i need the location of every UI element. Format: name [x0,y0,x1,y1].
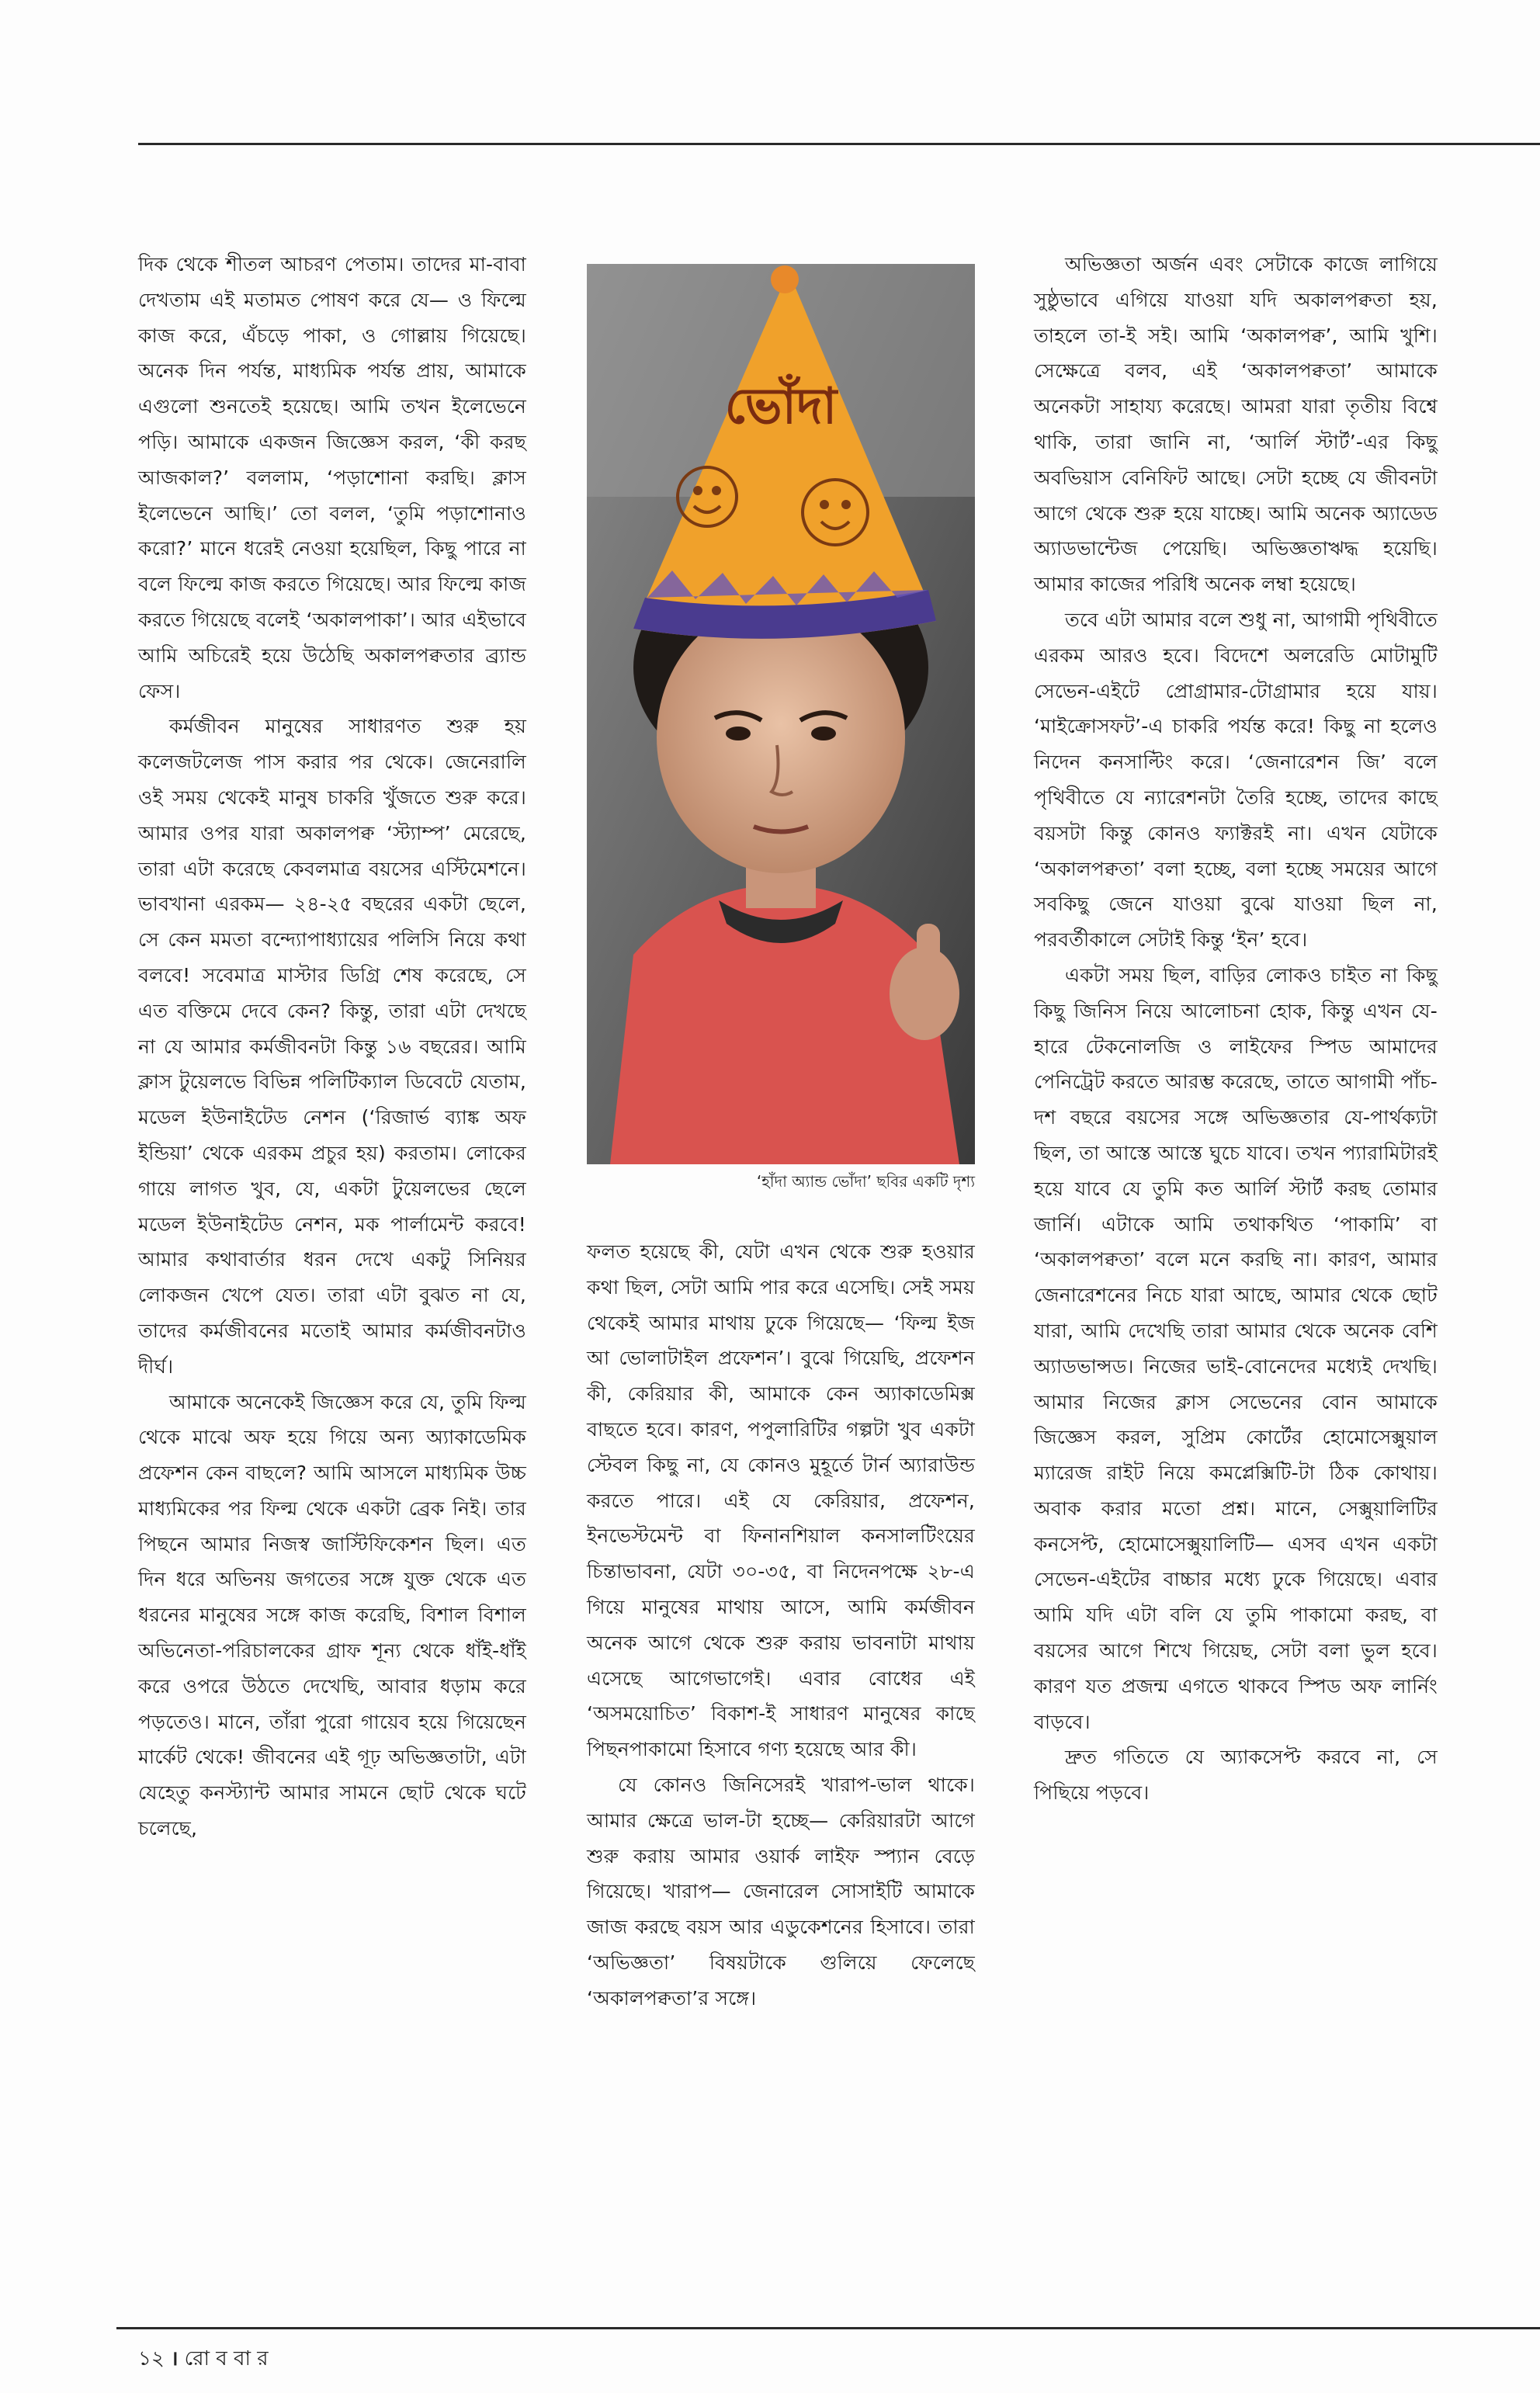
article-column-2 [587,1234,975,2017]
top-rule [138,143,1540,145]
paragraph: দিক থেকে শীতল আচরণ পেতাম। তাদের মা-বাবা দেখতাম এই মতামত পোষণ করে যে— ও ফিল্মে কাজ করে, এঁচড়ে পাকা, ও গোল্লায় গিয়েছে। অনেক দিন পর্যন্ত, মাধ্যমিক পর্যন্ত প্রায়, আমাকে এগুলো শুনতেই হয়েছে। আমি তখন ইলেভেনে পড়ি। আমাকে একজন জিজ্ঞেস করল, ‘কী করছ আজকাল?’ বললাম, ‘পড়াশোনা করছি। ক্লাস ইলেভেনে আছি।’ তো বলল, ‘তুমি পড়াশোনাও করো?’ মানে ধরেই নেওয়া হয়েছিল, কিছু পারে না বলে ফিল্মে কাজ করতে গিয়েছে। আর ফিল্মে কাজ করতে গিয়েছে বলেই ‘অকালপাকা’। আর এইভাবে আমি অচিরেই হয়ে উঠেছি অকালপক্বতার ব্র্যান্ড ফেস। [138,253,526,702]
paragraph: তবে এটা আমার বলে শুধু না, আগামী পৃথিবীতে এরকম আরও হবে। বিদেশে অলরেডি মোটামুটি সেভেন-এইটে প্রোগ্রামার-টোগ্রামার হয়ে যায়। ‘মাইক্রোসফট’-এ চাকরি পর্যন্ত করে! কিছু না হলেও নিদেন কনসাল্টিং করে। ‘জেনারেশন জি’ বলে পৃথিবীতে যে ন্যারেশনটা তৈরি হচ্ছে, তাদের কাছে বয়সটা কিন্তু কোনও ফ্যাক্টরই না। এখন যেটাকে ‘অকালপক্বতা’ বলা হচ্ছে, বলা হচ্ছে সময়ের আগে সবকিছু জেনে যাওয়া বুঝে যাওয়া ছিল না, পরবর্তীকালে সেটাই কিন্তু ‘ইন’ হবে। [1034,608,1438,952]
page-number: ১২ [138,2347,165,2370]
page-folio [138,2343,269,2377]
paragraph: ফলত হয়েছে কী, যেটা এখন থেকে শুরু হওয়ার কথা ছিল, সেটা আমি পার করে এসেছি। সেই সময় থেকেই আমার মাথায় ঢুকে গিয়েছে— ‘ফিল্ম ইজ আ ভোলাটাইল প্রফেশন’। বুঝে গিয়েছি, প্রফেশন কী, কেরিয়ার কী, আমাকে কেন অ্যাকাডেমিক্স বাছতে হবে। কারণ, পপুলারিটির গল্পটা খুব একটা স্টেবল কিছু না, যে কোনও মুহূর্তে টার্ন অ্যারাউন্ড করতে পারে। এই যে কেরিয়ার, প্রফেশন, ইনভেস্টমেন্ট বা ফিনানশিয়াল কনসালটিংয়ের চিন্তাভাবনা, যেটা ৩০-৩৫, বা নিদেনপক্ষে ২৮-এ গিয়ে মানুষের মাথায় আসে, আমি কর্মজীবন অনেক আগে থেকে শুরু করায় ভাবনাটা মাথায় এসেছে আগেভাগেই। এবার বোধের এই ‘অসময়োচিত’ বিকাশ-ই সাধারণ মানুষের কাছে পিছনপাকামো হিসাবে গণ্য হয়েছে আর কী। [587,1240,975,1761]
paragraph: আমাকে অনেকেই জিজ্ঞেস করে যে, তুমি ফিল্ম থেকে মাঝে অফ হয়ে গিয়ে অন্য অ্যাকাডেমিক প্রফেশন কেন বাছলে? আমি আসলে মাধ্যমিক উচ্চ মাধ্যমিকের পর ফিল্ম থেকে একটা ব্রেক নিই। তার পিছনে আমার নিজস্ব জাস্টিফিকেশন ছিল। এত দিন ধরে অভিনয় জগতের সঙ্গে যুক্ত থেকে এত ধরনের মানুষের সঙ্গে কাজ করেছি, বিশাল বিশাল অভিনেতা-পরিচালকের গ্রাফ শূন্য থেকে ধাঁই-ধাঁই করে ওপরে উঠতে দেখেছি, আবার ধড়াম করে পড়তেও। মানে, তাঁরা পুরো গায়েব হয়ে গিয়েছেন মার্কেট থেকে! জীবনের এই গূঢ় অভিজ্ঞতাটা, এটা যেহেতু কনস্ট্যান্ট আমার সামনে ছোট থেকে ঘটে চলেছে, [138,1390,526,1840]
magazine-name: রো ব বা র [184,2347,269,2370]
article-photo [587,264,975,1164]
photo-caption: ‘হাঁদা অ্যান্ড ভোঁদা’ ছবির একটি দৃশ্য [756,1172,975,1191]
boy-in-party-hat-illustration [587,264,975,1164]
paragraph: যে কোনও জিনিসেরই খারাপ-ভাল থাকে। আমার ক্ষেত্রে ভাল-টা হচ্ছে— কেরিয়ারটা আগে শুরু করায় আমার ওয়ার্ক লাইফ স্প্যান বেড়ে গিয়েছে। খারাপ— জেনারেল সোসাইটি আমাকে জাজ করছে বয়স আর এডুকেশনের হিসাবে। তারা ‘অভিজ্ঞতা’ বিষয়টাকে গুলিয়ে ফেলেছে ‘অকালপক্বতা’র সঙ্গে। [587,1773,975,2010]
hat-label: ভোঁদা [724,378,838,435]
bottom-rule [116,2327,1540,2329]
paragraph: অভিজ্ঞতা অর্জন এবং সেটাকে কাজে লাগিয়ে সুষ্ঠুভাবে এগিয়ে যাওয়া যদি অকালপক্বতা হয়, তাহলে তা-ই সই। আমি ‘অকালপক্ব’, আমি খুশি। সেক্ষেত্রে বলব, এই ‘অকালপক্বতা’ আমাকে অনেকটা সাহায্য করেছে। আমরা যারা তৃতীয় বিশ্বে থাকি, তারা জানি না, ‘আর্লি স্টার্ট’-এর কিছু অবভিয়াস বেনিফিট আছে। সেটা হচ্ছে যে জীবনটা আগে থেকে শুরু হয়ে যাচ্ছে। আমি অনেক অ্যাডেড অ্যাডভান্টেজ পেয়েছি। অভিজ্ঞতাঋদ্ধ হয়েছি। আমার কাজের পরিধি অনেক লম্বা হয়েছে। [1034,253,1438,596]
paragraph: একটা সময় ছিল, বাড়ির লোকও চাইত না কিছু কিছু জিনিস নিয়ে আলোচনা হোক, কিন্তু এখন যে-হারে টেকনোলজি ও লাইফের স্পিড আমাদের পেনিট্রেট করতে আরম্ভ করেছে, তাতে আগামী পাঁচ-দশ বছরে বয়সের সঙ্গে অভিজ্ঞতার যে-পার্থক্যটা ছিল, তা আস্তে আস্তে ঘুচে যাবে। তখন প্যারামিটারই হয়ে যাবে যে তুমি কত আর্লি স্টার্ট করছ তোমার জার্নি। এটাকে আমি তথাকথিত ‘পাকামি’ বা ‘অকালপক্বতা’ বলে মনে করছি না। কারণ, আমার জেনারেশনের নিচে যারা আছে, আমার থেকে ছোট যারা, আমি দেখেছি তারা আমার থেকে অনেক বেশি অ্যাডভান্সড। নিজের ভাই-বোনেদের মধ্যেই দেখছি। আমার নিজের ক্লাস সেভেনের বোন আমাকে জিজ্ঞেস করল, সুপ্রিম কোর্টের হোমোসেক্সুয়াল ম্যারেজ রাইট নিয়ে কমপ্লেক্সিটি-টা ঠিক কোথায়। অবাক করার মতো প্রশ্ন। মানে, সেক্সুয়ালিটির কনসেপ্ট, হোমোসেক্সুয়ালিটি— এসব এখন একটা সেভেন-এইটের বাচ্চার মধ্যে ঢুকে গিয়েছে। এবার আমি যদি এটা বলি যে তুমি পাকামো করছ, বা বয়সের আগে শিখে গিয়েছ, সেটা বলা ভুল হবে। কারণ যত প্রজন্ম এগতে থাকবে স্পিড অফ লার্নিং বাড়বে। [1034,963,1438,1733]
article-column-1 [138,247,526,1847]
paragraph: কর্মজীবন মানুষের সাধারণত শুরু হয় কলেজটলেজ পাস করার পর থেকে। জেনেরালি ওই সময় থেকেই মানুষ চাকরি খুঁজতে শুরু করে। আমার ওপর যারা অকালপক্ব ‘স্ট্যাম্প’ মেরেছে, তারা এটা করেছে কেবলমাত্র বয়সের এস্টিমেশনে। ভাবখানা এরকম— ২৪-২৫ বছরের একটা ছেলে, সে কেন মমতা বন্দ্যোপাধ্যায়ের পলিসি নিয়ে কথা বলবে! সবেমাত্র মাস্টার ডিগ্রি শেষ করেছে, সে এত বক্তিমে দেবে কেন? কিন্তু, তারা এটা দেখছে না যে আমার কর্মজীবনটা কিন্তু ১৬ বছরের। আমি ক্লাস টুয়েলভে বিভিন্ন পলিটিক্যাল ডিবেটে যেতাম, মডেল ইউনাইটেড নেশন (‘রিজার্ভ ব্যাঙ্ক অফ ইন্ডিয়া’ থেকে এরকম প্রচুর হয়) করতাম। লোকের গায়ে লাগত খুব, যে, একটা টুয়েলভের ছেলে মডেল ইউনাইটেড নেশন, মক পার্লামেন্ট করবে! আমার কথাবার্তার ধরন দেখে একটু সিনিয়র লোকজন খেপে যেত। তারা এটা বুঝত না যে, তাদের কর্মজীবনের মতোই আমার কর্মজীবনটাও দীর্ঘ। [138,715,526,1378]
article-column-3 [1034,247,1438,1811]
folio-separator: । [170,2347,179,2370]
paragraph: দ্রুত গতিতে যে অ্যাকসেপ্ট করবে না, সে পিছিয়ে পড়বে। [1034,1746,1438,1805]
